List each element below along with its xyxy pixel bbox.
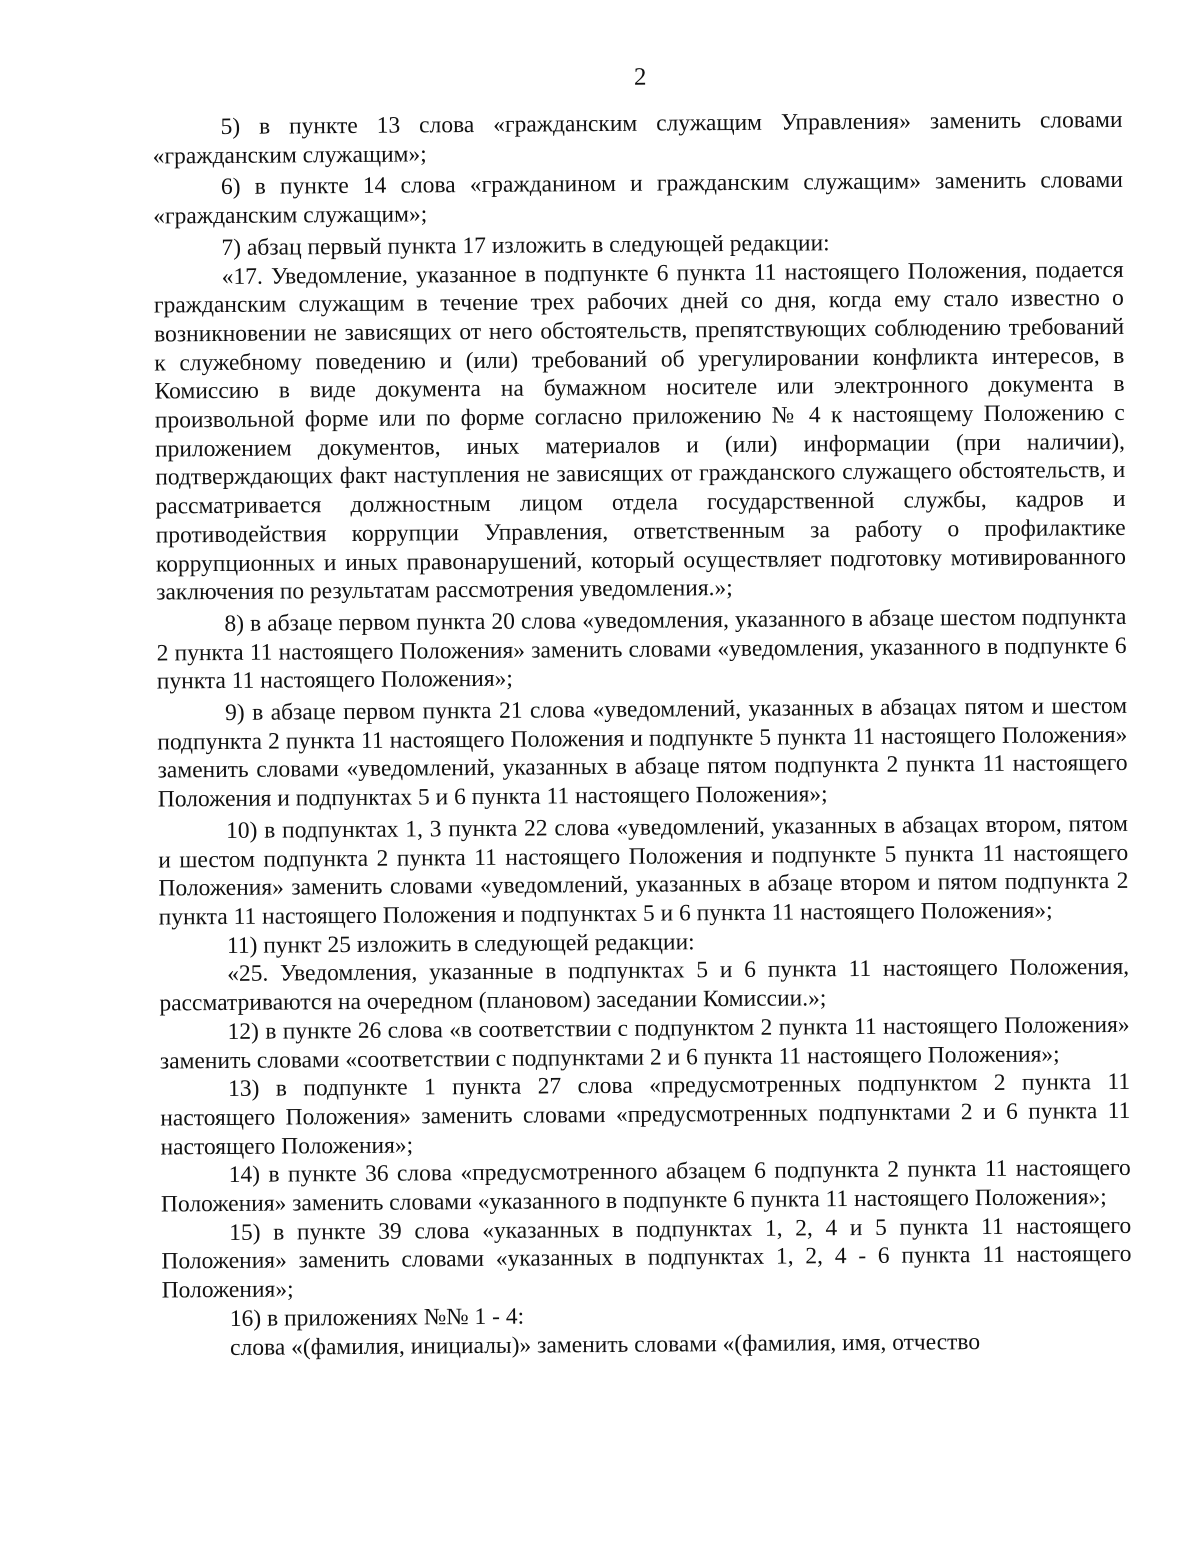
page-number: 2 [633, 63, 647, 91]
paragraph-item-7: 7) абзац первый пункта 17 изложить в следующей редакции: [221, 230, 830, 261]
paragraph-point-25-text: «25. Уведомления, указанные в подпунктах 5 и 6 пункта 11 настоящего Положения, рассматриваются на очередном (плановом) заседании Комиссии.»; [159, 954, 1130, 1017]
paragraph-item-16-continuation: слова «(фамилия, инициалы)» заменить словами «(фамилия, имя, отчество [229, 1328, 981, 1361]
paragraph-item-14: 14) в пункте 36 слова «предусмотренного абзацем 6 подпункта 2 пункта 11 настоящего Положения» заменить словами «указанного в подпункте 6 пункта 11 настоящего Положения»; [160, 1155, 1131, 1218]
paragraph-item-15: 15) в пункте 39 слова «указанных в подпунктах 1, 2, 4 и 5 пункта 11 настоящего Положения» заменить словами «указанных в подпунктах 1, 2, 4 - 6 пункта 11 настоящего Положения»; [161, 1212, 1132, 1304]
paragraph-item-13: 13) в подпункте 1 пункта 27 слова «предусмотренных подпунктом 2 пункта 11 настоящего Положения» заменить словами «предусмотренных подпунктами 2 и 6 пункта 11 настоящего Положения»; [160, 1069, 1131, 1161]
paragraph-item-10: 10) в подпунктах 1, 3 пункта 22 слова «уведомлений, указанных в абзацах втором, пятом и шестом подпункта 2 пункта 11 настоящего Положения и подпункте 5 пункта 11 настоящего Положения» заменить словами «уведомлений, указанных в абзаце втором и пятом подпункта 2 пункта 11 настоящего Положения и подпунктах 5 и 6 пункта 11 настоящего Положения»; [158, 810, 1129, 931]
paragraph-item-11: 11) пункт 25 изложить в следующей редакции: [226, 928, 695, 959]
paragraph-item-9: 9) в абзаце первом пункта 21 слова «уведомлений, указанных в абзацах пятом и шестом подпункта 2 пункта 11 настоящего Положения и подпункте 5 пункта 11 настоящего Положения» заменить словами «уведомлений, указанных в абзаце пятом подпункта 2 пункта 11 настоящего Положения и подпунктах 5 и 6 пункта 11 настоящего Положения»; [157, 692, 1128, 813]
paragraph-item-16: 16) в приложениях №№ 1 - 4: [229, 1303, 525, 1332]
document-body [152, 106, 1132, 1363]
paragraph-item-8: 8) в абзаце первом пункта 20 слова «уведомления, указанного в абзаце шестом подпункта 2 пункта 11 настоящего Положения» заменить словами «уведомления, указанного в подпункте 6 пункта 11 настоящего Положения»; [156, 603, 1127, 695]
paragraph-item-12: 12) в пункте 26 слова «в соответствии с подпунктом 2 пункта 11 настоящего Положения» заменить словами «соответствии с подпунктами 2 и 6 пункта 11 настоящего Положения»; [159, 1011, 1130, 1074]
paragraph-point-17-text: «17. Уведомление, указанное в подпункте 6 пункта 11 настоящего Положения, подается гражданским служащим в течение трех рабочих дней со дня, когда ему стало известно о возникновении не зависящих от него обстоятельств, препятствующих соблюдению требований к служебному поведению и (или) требований об урегулировании конфликта интересов, в Комиссию в виде документа на бумажном носителе или электронного документа в произвольной форме или по форме согласно приложению № 4 к настоящему Положению с приложением документов, иных материалов и (или) информации (при наличии), подтверждающих факт наступления не зависящих от гражданского служащего обстоятельств, и рассматривается должностным лицом отдела государственной службы, кадров и противодействия коррупции Управления, ответственным за работу о профилактике коррупционных и иных правонарушений, который осуществляет подготовку мотивированного заключения по результатам рассмотрения уведомления.»; [153, 256, 1127, 606]
paragraph-item-6: 6) в пункте 14 слова «гражданином и гражданским служащим» заменить словами «гражданским служащим»; [153, 167, 1124, 230]
paragraph-item-5: 5) в пункте 13 слова «гражданским служащим Управления» заменить словами «гражданским служащим»; [152, 106, 1123, 170]
